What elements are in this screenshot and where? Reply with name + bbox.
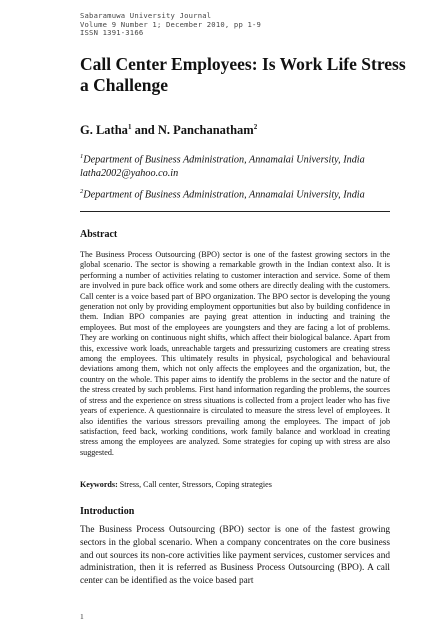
keywords-line [80, 480, 390, 489]
author-2: N. Panchanatham [157, 123, 254, 138]
keywords-text: Stress, Call center, Stressors, Coping strategies [119, 480, 272, 489]
author-line [80, 123, 257, 138]
affiliation-1-dept: Department of Business Administration, Annamalai University, India [83, 154, 365, 166]
abstract-heading: Abstract [80, 229, 118, 240]
page-number: 1 [80, 612, 84, 621]
journal-name: Sabaramuwa University Journal [80, 11, 212, 20]
affiliation-2-dept: Department of Business Administration, Annamalai University, India [83, 189, 365, 201]
affiliation-1 [80, 150, 410, 181]
author-1-affil-mark: 1 [127, 123, 132, 131]
abstract-body: The Business Process Outsourcing (BPO) sector is one of the fastest growing sectors in the global scenario. The sector is showing a remarkable growth in the Indian context also. It is performing a number of activities relating to customer interaction and service. Some of them are involved in pure back office work and some others are directly dealing with the customers. Call center is a voice based part of BPO organization. The BPO sector is developing the young generation not only by providing employment opportunities but also by building confidence in them. Indian BPO companies are paying great attention in inducting and training the employees. But most of the employees are youngsters and they are facing a lot of problems. They are working on continuous night shifts, which affect their biological balance. Apart from this, excessive work loads, unreachable targets and pressurizing customers are creating stress among the employees. This ultimately results in physical, psychological and behavioural deviations among them, which not only affects the employees and the organization, but, the country on the whole. This paper aims to identify the problems in the sector and the nature of the stress created by such problems. First hand information regarding the problems, the sources of stress and the experience on stress situations is collected from a project leader who has five years of experience. A questionnaire is circulated to measure the stress level of employees. It also identifies the various stressors prevailing among the employees. The impact of job satisfaction, feed back, working conditions, work family balance and workload in creating stress among the employees are analyzed. Some strategies for coping up with stress are also suggested. [80, 250, 390, 457]
journal-issn: ISSN 1391-3166 [80, 28, 144, 38]
paper-title: Call Center Employees: Is Work Life Stress a Challenge [80, 54, 406, 95]
author-conjunction: and [134, 123, 155, 138]
author-2-affil-mark: 2 [253, 123, 258, 131]
affiliation-2-mark: 2 [80, 188, 84, 195]
author-1: G. Latha [80, 123, 128, 138]
affiliation-1-mark: 1 [80, 153, 84, 160]
journal-volume: Volume 9 Number 1; December 2010, pp 1-9 [80, 19, 262, 29]
introduction-body: The Business Process Outsourcing (BPO) sector is one of the fastest growing sectors in the global scenario. When a company concentrates on the core business and out sources its non-core activities like payment services, customer services and administration, then it is referred as Business Process Outsourcing (BPO). A call center can be identified as the voice based part [80, 525, 390, 587]
introduction-heading: Introduction [80, 506, 135, 517]
journal-header [80, 12, 410, 38]
header-divider [80, 211, 390, 212]
author-email[interactable]: latha2002@yahoo.co.in [80, 168, 179, 180]
affiliation-2 [80, 185, 410, 202]
keywords-label: Keywords: [80, 480, 118, 489]
